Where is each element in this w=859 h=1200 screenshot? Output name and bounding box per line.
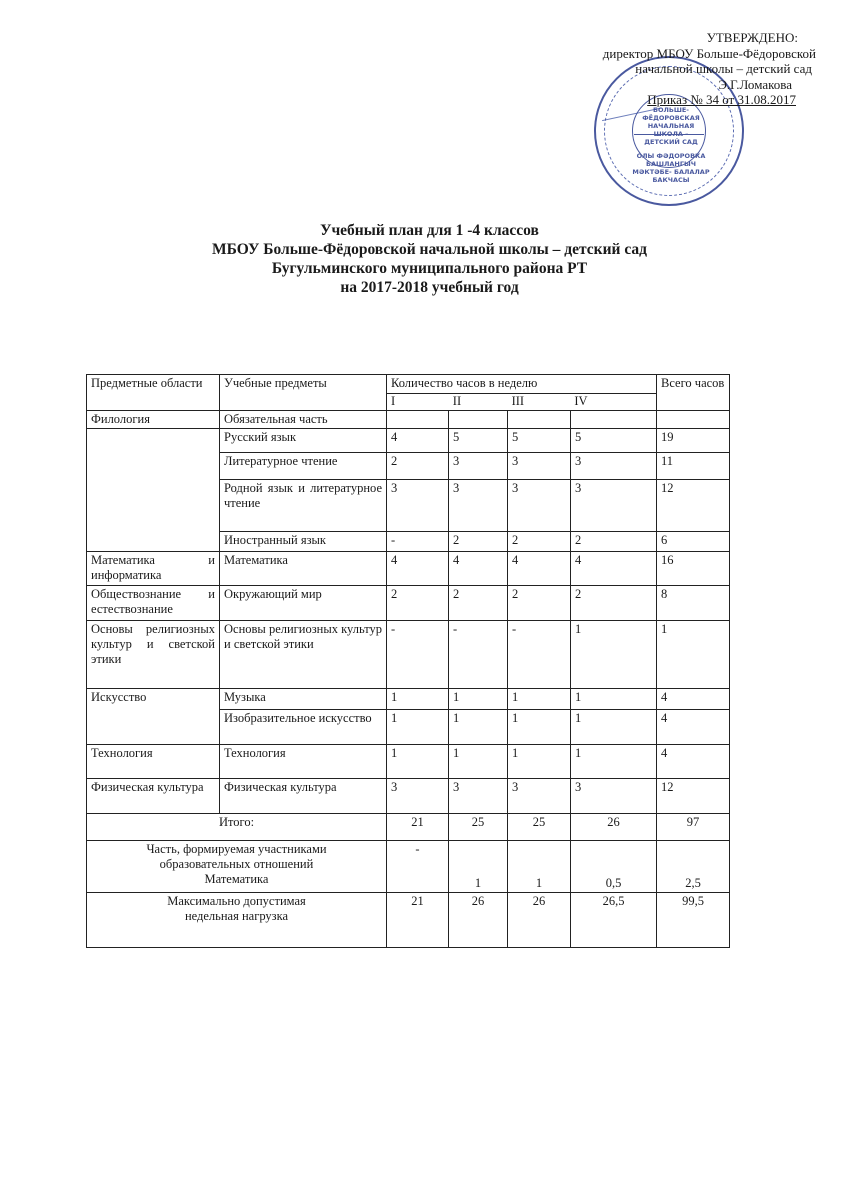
total-cell: 6	[657, 532, 730, 552]
subject-cell: Иностранный язык	[220, 532, 387, 552]
part-formed-subject: Математика	[204, 872, 269, 886]
total-cell: 12	[657, 480, 730, 532]
subject-cell: Музыка	[220, 689, 387, 710]
total-cell: 4	[657, 710, 730, 745]
approval-position: директор МБОУ Больше-Фёдоровской	[602, 45, 816, 61]
total-cell: 12	[657, 779, 730, 814]
hours-cell: 4	[387, 429, 449, 453]
itogo-label: Итого:	[87, 814, 387, 841]
hours-cell: 1	[508, 689, 571, 710]
total-cell: 16	[657, 552, 730, 586]
part-formed-total: 2,5	[657, 841, 730, 893]
hours-cell: 2	[449, 586, 508, 621]
subject-cell: Литературное чтение	[220, 453, 387, 480]
part-formed-value: 1	[449, 841, 508, 893]
stamp-divider	[634, 134, 704, 135]
stamp-text-line: МӘКТӘБЕ- БАЛАЛАР	[632, 168, 710, 176]
hours-cell: 1	[571, 621, 657, 689]
area-cell: Филология	[87, 411, 220, 429]
hours-cell: 3	[571, 480, 657, 532]
grade-header: I	[391, 394, 396, 408]
subject-cell: Окружающий мир	[220, 586, 387, 621]
itogo-value: 25	[449, 814, 508, 841]
part-formed-text: Часть, формируемая участниками образовательных отношений	[146, 842, 327, 871]
subject-cell: Математика	[220, 552, 387, 586]
hours-cell: 3	[387, 480, 449, 532]
table-row	[87, 411, 730, 429]
curriculum-table	[86, 374, 730, 948]
grade-headers	[387, 394, 657, 411]
subject-cell: Физическая культура	[220, 779, 387, 814]
hours-cell: -	[449, 621, 508, 689]
hours-cell: 1	[387, 745, 449, 779]
part-formed-value: 0,5	[571, 841, 657, 893]
hours-cell: -	[387, 621, 449, 689]
subject-cell: Основы религиозных культур и светской этики	[220, 621, 387, 689]
stamp-inner-text	[632, 106, 710, 184]
grade-header: IV	[574, 394, 588, 408]
approval-signatory: Э.Г.Ломакова	[718, 76, 792, 92]
table-row	[87, 689, 730, 710]
stamp-text-line: ФЁДОРОВСКАЯ	[642, 114, 700, 122]
table-row	[87, 552, 730, 586]
header-subject: Учебные предметы	[220, 375, 387, 411]
hours-cell: 3	[449, 453, 508, 480]
title-line-3: Бугульминского муниципального района РТ	[271, 260, 588, 277]
stamp-text-line: ОЛЫ ФӘДОРОВКА	[636, 152, 706, 160]
area-cell: Физическая культура	[87, 779, 220, 814]
hours-cell: 3	[387, 779, 449, 814]
hours-cell: 1	[387, 689, 449, 710]
max-load-label	[87, 893, 387, 948]
hours-cell: 5	[449, 429, 508, 453]
max-load-value: 26	[508, 893, 571, 948]
area-cell: Основы религиозных культур и светской этики	[87, 621, 220, 689]
hours-cell: 1	[449, 710, 508, 745]
subject-cell: Родной язык и литературное чтение	[220, 480, 387, 532]
mandatory-part-label: Обязательная часть	[220, 411, 387, 429]
stamp-text-line: НАЧАЛЬНАЯ ШКОЛА –	[647, 122, 695, 138]
hours-cell: 1	[571, 710, 657, 745]
hours-cell: 2	[571, 586, 657, 621]
hours-cell: 2	[571, 532, 657, 552]
table-header-row	[87, 375, 730, 394]
header-area: Предметные области	[87, 375, 220, 411]
hours-cell: 2	[508, 532, 571, 552]
subject-cell: Изобразительное искусство	[220, 710, 387, 745]
hours-cell: 3	[508, 779, 571, 814]
approval-school: начальной школы – детский сад	[635, 61, 812, 76]
hours-cell: 1	[449, 745, 508, 779]
stamp-text-line: ДЕТСКИЙ САД	[644, 138, 698, 146]
itogo-value: 21	[387, 814, 449, 841]
total-cell: 1	[657, 621, 730, 689]
area-cell: Технология	[87, 745, 220, 779]
hours-cell: 2	[387, 453, 449, 480]
title-line-4: на 2017-2018 учебный год	[340, 279, 519, 296]
itogo-value: 26	[571, 814, 657, 841]
hours-cell: 1	[449, 689, 508, 710]
table-row	[87, 779, 730, 814]
hours-cell: 5	[508, 429, 571, 453]
hours-cell: 3	[571, 453, 657, 480]
hours-cell: 3	[508, 453, 571, 480]
hours-cell: 3	[571, 779, 657, 814]
table-row	[87, 429, 730, 453]
document-title	[0, 221, 859, 297]
hours-cell: 1	[387, 710, 449, 745]
hours-cell: 2	[508, 586, 571, 621]
area-cell: Обществознание и естествознание	[87, 586, 220, 621]
title-line-1: Учебный план для 1 -4 классов	[320, 222, 539, 239]
hours-cell: 4	[387, 552, 449, 586]
hours-cell: 3	[449, 480, 508, 532]
hours-cell: -	[387, 532, 449, 552]
hours-cell: 2	[449, 532, 508, 552]
part-formed-value: 1	[508, 841, 571, 893]
stamp-text-line: БАКЧАСЫ	[652, 176, 690, 184]
itogo-row	[87, 814, 730, 841]
max-load-value: 26,5	[571, 893, 657, 948]
hours-cell: 1	[508, 745, 571, 779]
itogo-total: 97	[657, 814, 730, 841]
hours-cell: 5	[571, 429, 657, 453]
max-load-row	[87, 893, 730, 948]
hours-cell: 4	[449, 552, 508, 586]
itogo-value: 25	[508, 814, 571, 841]
stamp-text-line: БОЛЬШЕ-	[652, 106, 689, 114]
hours-cell: 3	[508, 480, 571, 532]
hours-cell: 2	[387, 586, 449, 621]
max-load-value: 21	[387, 893, 449, 948]
hours-cell: 4	[508, 552, 571, 586]
hours-cell: 4	[571, 552, 657, 586]
part-formed-value: -	[387, 841, 449, 893]
subject-cell: Технология	[220, 745, 387, 779]
approval-order: Приказ № 34 от 31.08.2017	[647, 92, 796, 107]
title-line-2: МБОУ Больше-Фёдоровской начальной школы – детский сад	[212, 241, 647, 258]
table-row	[87, 586, 730, 621]
table-row	[87, 621, 730, 689]
header-total: Всего часов	[657, 375, 730, 411]
area-cell	[87, 429, 220, 552]
header-hours-per-week: Количество часов в неделю	[387, 375, 657, 394]
hours-cell: -	[508, 621, 571, 689]
grade-header: III	[511, 394, 525, 408]
total-cell: 4	[657, 745, 730, 779]
total-cell: 19	[657, 429, 730, 453]
hours-cell: 1	[508, 710, 571, 745]
area-cell: Математика и информатика	[87, 552, 220, 586]
part-formed-label	[87, 841, 387, 893]
approval-heading: УТВЕРЖДЕНО:	[706, 30, 798, 45]
part-formed-row	[87, 841, 730, 893]
hours-cell: 1	[571, 745, 657, 779]
max-load-text: Максимально допустимая недельная нагрузка	[167, 894, 306, 923]
total-cell: 11	[657, 453, 730, 480]
subject-cell: Русский язык	[220, 429, 387, 453]
stamp-text-line: БАШЛАНГЫЧ	[645, 160, 696, 168]
approval-block	[566, 30, 816, 108]
total-cell: 4	[657, 689, 730, 710]
hours-cell: 3	[449, 779, 508, 814]
grade-header: II	[452, 394, 462, 408]
max-load-total: 99,5	[657, 893, 730, 948]
total-cell: 8	[657, 586, 730, 621]
hours-cell: 1	[571, 689, 657, 710]
table-row	[87, 745, 730, 779]
max-load-value: 26	[449, 893, 508, 948]
area-cell: Искусство	[87, 689, 220, 745]
